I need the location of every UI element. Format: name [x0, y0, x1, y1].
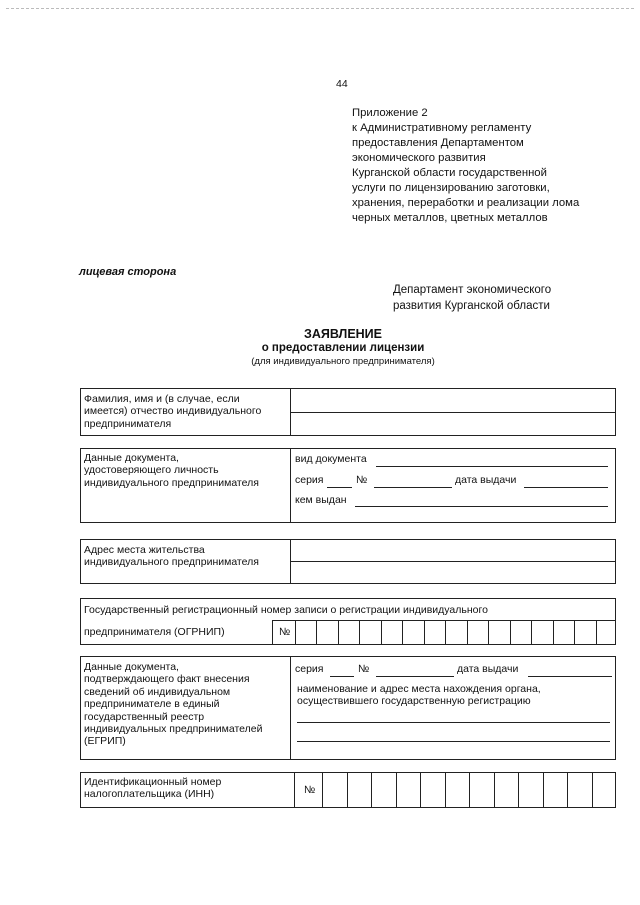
egrip-number-label: №: [358, 663, 370, 675]
issue-date-label: дата выдачи: [455, 474, 517, 486]
inn-digit-cell[interactable]: [592, 772, 618, 808]
ogrnip-digit-cell[interactable]: [295, 621, 317, 645]
inn-digit-cell[interactable]: [396, 772, 422, 808]
addressee-line: развития Курганской области: [393, 300, 550, 312]
scan-top-border: [6, 8, 634, 9]
ogrnip-cell-grid[interactable]: [295, 621, 617, 645]
appendix-line: экономического развития: [352, 152, 486, 164]
addressee-line: Департамент экономического: [393, 284, 552, 296]
ogrnip-digit-cell[interactable]: [338, 621, 360, 645]
form-subtitle: о предоставлении лицензии: [261, 342, 425, 354]
appendix-line: хранения, переработки и реализации лома: [352, 197, 580, 209]
ogrnip-label-line1: Государственный регистрационный номер записи о регистрации индивидуального: [84, 604, 488, 616]
side-label: лицевая сторона: [79, 266, 177, 278]
ogrnip-digit-cell[interactable]: [467, 621, 489, 645]
series-field[interactable]: [327, 487, 352, 488]
ogrnip-digit-cell[interactable]: [488, 621, 510, 645]
egrip-series-field[interactable]: [330, 676, 354, 677]
series-label: серия: [295, 474, 324, 486]
inn-cell-grid[interactable]: [322, 772, 616, 808]
fio-label: Фамилия, имя и (в случае, если имеется) отчество индивидуального предпринимателя: [84, 393, 262, 430]
ogrnip-digit-cell[interactable]: [531, 621, 553, 645]
inn-number-sign: №: [304, 784, 316, 796]
appendix-line: Курганской области государственной: [352, 167, 547, 179]
issued-by-label: кем выдан: [295, 494, 347, 506]
number-field[interactable]: [374, 487, 452, 488]
egrip-label: Данные документа, подтверждающего факт внесения сведений об индивидуальном предпринимателе в единый государственный реестр индивидуальных предпринимателей (ЕГРИП): [84, 661, 263, 748]
egrip-issue-date-label: дата выдачи: [457, 663, 519, 675]
addressee: [393, 282, 551, 314]
appendix-line: предоставления Департаментом: [352, 137, 524, 149]
egrip-authority-label: наименование и адрес места нахождения органа, осуществившего государственную регистрацию: [297, 683, 541, 708]
page-number: 44: [336, 78, 348, 90]
form-note: (для индивидуального предпринимателя): [251, 356, 435, 367]
ogrnip-digit-cell[interactable]: [596, 621, 618, 645]
column-divider: [290, 656, 291, 760]
ogrnip-label-line2: предпринимателя (ОГРНИП): [84, 626, 225, 638]
appendix-line: черных металлов, цветных металлов: [352, 212, 548, 224]
issued-by-field[interactable]: [355, 506, 608, 507]
column-divider: [294, 772, 295, 808]
ogrnip-digit-cell[interactable]: [316, 621, 338, 645]
ogrnip-cells: [272, 620, 616, 645]
identity-doc-label: Данные документа, удостоверяющего личность индивидуального предпринимателя: [84, 452, 259, 489]
appendix-line: к Административному регламенту: [352, 122, 532, 134]
egrip-series-label: серия: [295, 663, 324, 675]
ogrnip-digit-cell[interactable]: [381, 621, 403, 645]
inn-label: Идентификационный номер налогоплательщика (ИНН): [84, 776, 222, 801]
ogrnip-digit-cell[interactable]: [553, 621, 575, 645]
inn-digit-cell[interactable]: [543, 772, 569, 808]
inn-digit-cell[interactable]: [494, 772, 520, 808]
ogrnip-digit-cell[interactable]: [402, 621, 424, 645]
form-title: ЗАЯВЛЕНИЕ: [303, 327, 382, 341]
doc-type-label: вид документа: [295, 453, 367, 465]
inn-digit-cell[interactable]: [420, 772, 446, 808]
appendix-line: услуги по лицензированию заготовки,: [352, 182, 550, 194]
ogrnip-digit-cell[interactable]: [359, 621, 381, 645]
egrip-authority-field-2[interactable]: [297, 741, 610, 742]
egrip-issue-date-field[interactable]: [528, 676, 612, 677]
inn-digit-cell[interactable]: [469, 772, 495, 808]
inn-digit-cell[interactable]: [445, 772, 471, 808]
egrip-number-field[interactable]: [376, 676, 454, 677]
egrip-authority-field-1[interactable]: [297, 722, 610, 723]
inn-digit-cell[interactable]: [567, 772, 593, 808]
doc-type-field[interactable]: [376, 466, 608, 467]
ogrnip-digit-cell[interactable]: [424, 621, 446, 645]
residence-input-line[interactable]: [290, 561, 616, 562]
inn-digit-cell[interactable]: [371, 772, 397, 808]
appendix-header: [352, 106, 579, 226]
ogrnip-digit-cell[interactable]: [574, 621, 596, 645]
issue-date-field[interactable]: [524, 487, 608, 488]
ogrnip-digit-cell[interactable]: [510, 621, 532, 645]
fio-input-line[interactable]: [290, 412, 616, 413]
ogrnip-number-sign: №: [279, 626, 291, 638]
residence-label: Адрес места жительства индивидуального предпринимателя: [84, 544, 259, 569]
inn-digit-cell[interactable]: [518, 772, 544, 808]
inn-digit-cell[interactable]: [322, 772, 348, 808]
inn-digit-cell[interactable]: [347, 772, 373, 808]
column-divider: [290, 448, 291, 523]
number-label: №: [356, 474, 368, 486]
ogrnip-digit-cell[interactable]: [445, 621, 467, 645]
appendix-line: Приложение 2: [352, 107, 428, 119]
